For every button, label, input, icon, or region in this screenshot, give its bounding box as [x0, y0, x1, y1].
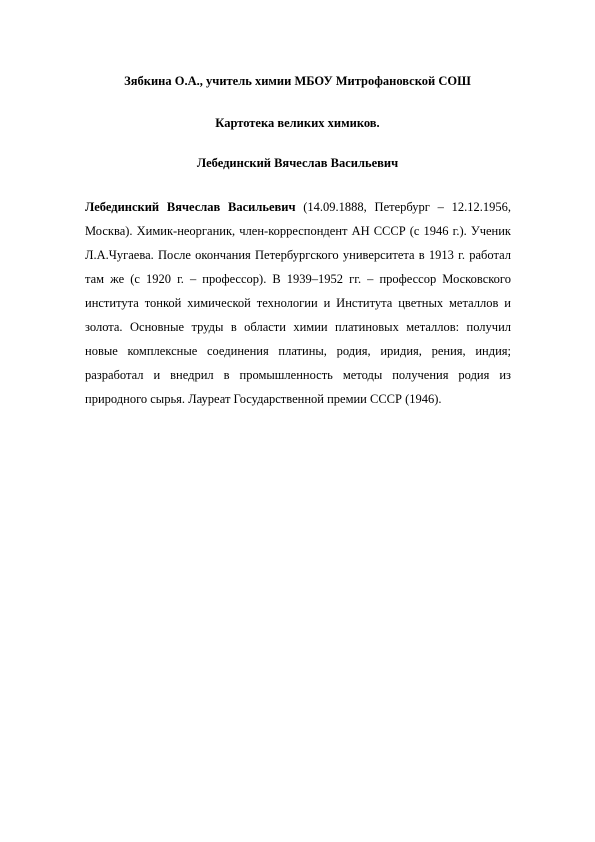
biography-paragraph [85, 195, 511, 411]
biography-text: (14.09.1888, Петербург – 12.12.1956, Москва). Химик-неорганик, член-корреспондент АН СССР (с 1946 г.). Ученик Л.А.Чугаева. После окончания Петербургского университета в 1913 г. работал там же (с 1920 г. – профессор). В 1939–1952 гг. – профессор Московского института тонкой химической технологии и Института цветных металлов и золота. Основные труды в области химии платиновых металлов: получил новые комплексные соединения платины, родия, иридия, рения, индия; разработал и внедрил в промышленность методы получения родия из природного сырья. Лауреат Государственной премии СССР (1946). [85, 200, 511, 406]
author-line: Зябкина О.А., учитель химии МБОУ Митрофановской СОШ [124, 74, 471, 88]
chemist-name-heading: Лебединский Вячеслав Васильевич [196, 156, 399, 170]
document-title: Картотека великих химиков. [215, 116, 380, 130]
biography-lead-name: Лебединский Вячеслав Васильевич [85, 200, 296, 214]
